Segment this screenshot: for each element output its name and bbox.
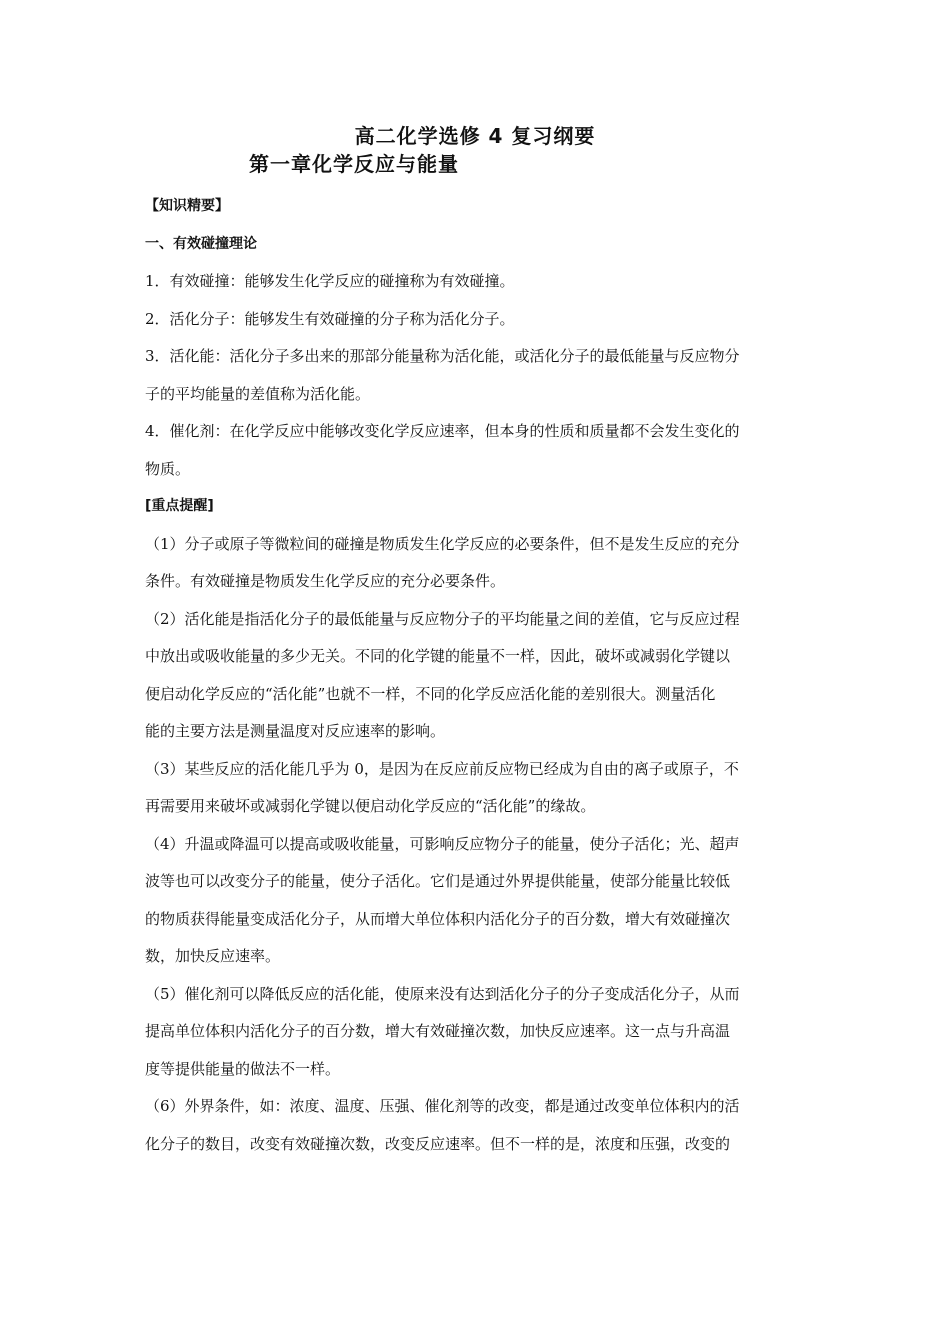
- key-points-label: [重点提醒]: [145, 498, 214, 514]
- definition-line: 2．活化分子：能够发生有效碰撞的分子称为活化分子。: [145, 309, 515, 328]
- key-point-line: 提高单位体积内活化分子的百分数，增大有效碰撞次数，加快反应速率。这一点与升高温: [145, 1022, 731, 1040]
- key-point-line: 便启动化学反应的“活化能”也就不一样，不同的化学反应活化能的差别很大。测量活化: [145, 684, 716, 703]
- key-point-line: （1）分子或原子等微粒间的碰撞是物质发生化学反应的必要条件，但不是发生反应的充分: [145, 534, 740, 553]
- key-point-line: 度等提供能量的做法不一样。: [145, 1059, 341, 1078]
- document-title: 高二化学选修 4 复习纲要: [354, 124, 596, 148]
- document-body: [145, 188, 807, 1163]
- key-point-line: 条件。有效碰撞是物质发生化学反应的充分必要条件。: [145, 572, 506, 590]
- key-point-line: 再需要用来破坏或减弱化学键以便启动化学反应的“活化能”的缘故。: [145, 797, 596, 815]
- key-point-line: 中放出或吸收能量的多少无关。不同的化学键的能量不一样，因此，破坏或减弱化学键以: [145, 647, 731, 665]
- definition-line: 4．催化剂：在化学反应中能够改变化学反应速率，但本身的性质和质量都不会发生变化的: [145, 422, 740, 440]
- key-point-line: （2）活化能是指活化分子的最低能量与反应物分子的平均能量之间的差值，它与反应过程: [145, 609, 740, 628]
- key-point-line: 能的主要方法是测量温度对反应速率的影响。: [145, 722, 446, 740]
- key-point-line: 数，加快反应速率。: [145, 947, 281, 965]
- key-point-line: 的物质获得能量变成活化分子，从而增大单位体积内活化分子的百分数，增大有效碰撞次: [145, 909, 731, 928]
- definition-line: 1．有效碰撞：能够发生化学反应的碰撞称为有效碰撞。: [145, 272, 515, 290]
- key-point-line: （3）某些反应的活化能几乎为 0，是因为在反应前反应物已经成为自由的离子或原子，不: [145, 759, 739, 778]
- definition-line: 3．活化能：活化分子多出来的那部分能量称为活化能，或活化分子的最低能量与反应物分: [145, 347, 740, 365]
- chapter-title: 第一章化学反应与能量: [249, 152, 459, 176]
- key-point-line: （4）升温或降温可以提高或吸收能量，可影响反应物分子的能量，使分子活化；光、超声: [145, 834, 740, 853]
- section-label: 【知识精要】: [145, 198, 229, 214]
- key-point-line: 化分子的数目，改变有效碰撞次数，改变反应速率。但不一样的是，浓度和压强，改变的: [145, 1134, 731, 1153]
- heading-effective-collision: 一、有效碰撞理论: [145, 235, 257, 252]
- definition-line: 物质。: [145, 459, 191, 478]
- key-point-line: 波等也可以改变分子的能量，使分子活化。它们是通过外界提供能量，使部分能量比较低: [145, 872, 731, 890]
- key-point-line: （6）外界条件，如：浓度、温度、压强、催化剂等的改变，都是通过改变单位体积内的活: [145, 1097, 740, 1115]
- definition-line: 子的平均能量的差值称为活化能。: [145, 384, 371, 403]
- key-point-line: （5）催化剂可以降低反应的活化能，使原来没有达到活化分子的分子变成活化分子，从而: [145, 984, 740, 1003]
